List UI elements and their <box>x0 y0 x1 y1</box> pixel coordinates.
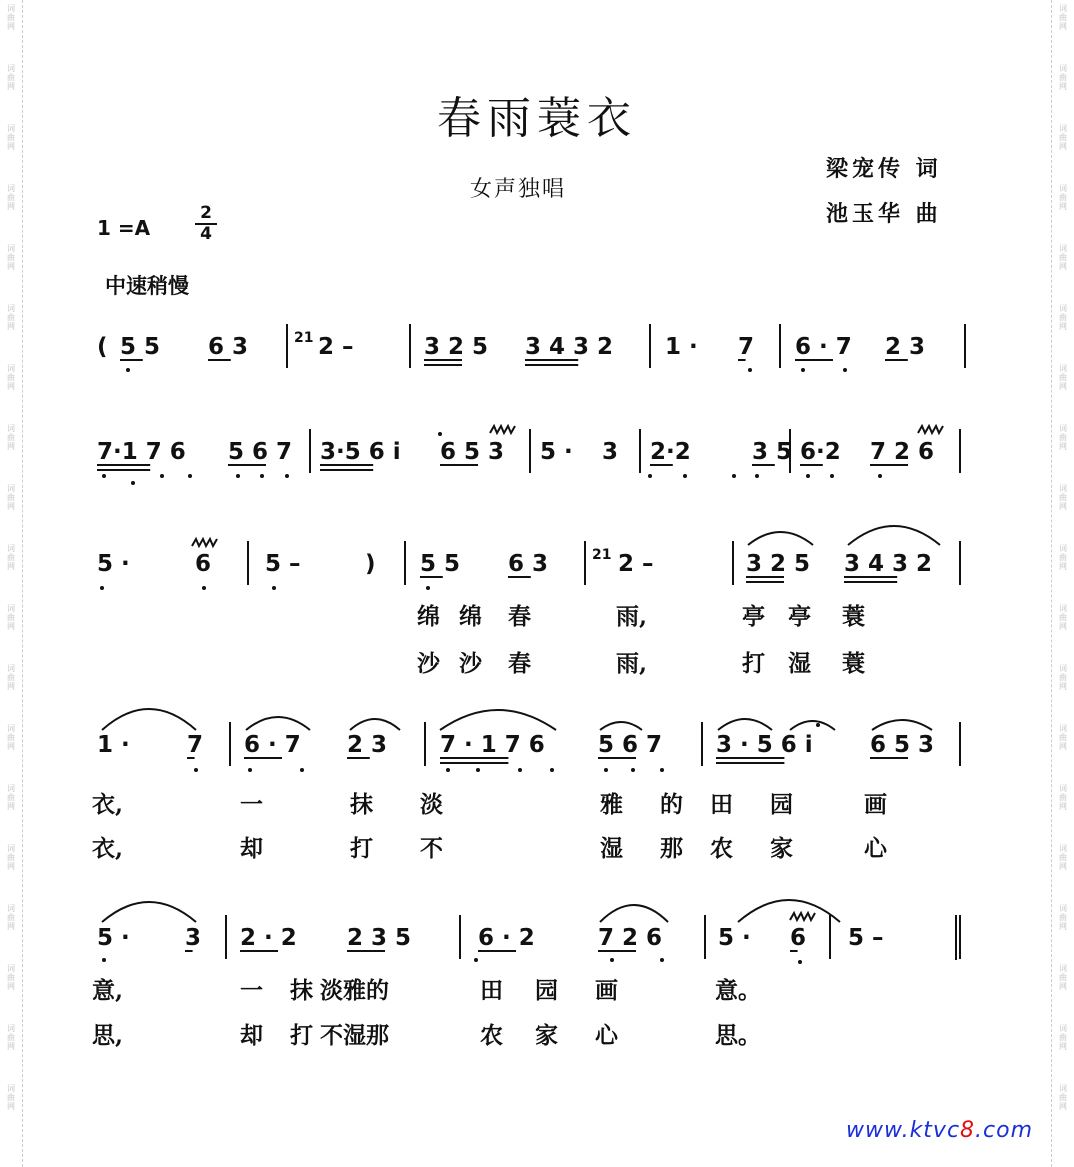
lyric-syllable: 意, <box>92 977 124 1004</box>
octave-dot <box>285 474 289 478</box>
note-group: 6 <box>790 925 807 951</box>
octave-dot <box>272 586 276 590</box>
octave-dot <box>131 481 135 485</box>
lyric-syllable: 农 <box>710 835 733 862</box>
octave-dot <box>300 768 304 772</box>
watermark-text: 词 曲 网 <box>7 364 15 391</box>
octave-dot <box>660 768 664 772</box>
octave-dot <box>126 368 130 372</box>
octave-dot <box>631 768 635 772</box>
lyric-syllable: 湿 <box>788 650 811 677</box>
watermark-text: 词 曲 网 <box>1059 664 1067 691</box>
lyric-syllable: 的 <box>660 791 683 818</box>
slur <box>748 532 813 545</box>
note-group: 7 2 6 <box>598 925 663 951</box>
watermark-text: 词 曲 网 <box>7 724 15 751</box>
meter-top: 2 <box>195 204 217 225</box>
watermark-text: 词 曲 网 <box>1059 844 1067 871</box>
octave-dot <box>683 474 687 478</box>
slur <box>790 721 835 730</box>
slur <box>350 719 400 730</box>
mordent-mark <box>490 426 515 433</box>
lyric-syllable: 淡 <box>420 791 443 818</box>
lyric-syllable: 蓑 <box>842 603 865 630</box>
note-group: 5 6 7 <box>228 439 293 465</box>
octave-dot <box>755 474 759 478</box>
watermark-accent: 8 <box>960 1118 976 1143</box>
octave-dot <box>830 474 834 478</box>
watermark-text: 词 曲 网 <box>7 184 15 211</box>
lyric-syllable: 思, <box>92 1022 124 1049</box>
lyric-syllable: 画 <box>864 791 887 818</box>
mordent-mark <box>192 539 217 546</box>
lyricist-credit: 梁宠传 词 <box>826 156 942 182</box>
lyric-syllable: 打 <box>290 1022 313 1049</box>
watermark-text: 词 曲 网 <box>7 4 15 31</box>
watermark-text: 词 曲 网 <box>1059 124 1067 151</box>
slur <box>102 902 196 922</box>
lyric-syllable: 绵 <box>417 603 440 630</box>
lyric-syllable: 抹 <box>290 977 313 1004</box>
note-group: 3·5 6 i <box>320 439 401 465</box>
watermark-text: 词 曲 网 <box>1059 544 1067 571</box>
lyric-syllable: 不湿那 <box>320 1022 389 1049</box>
lyric-syllable: 打 <box>742 650 765 677</box>
octave-dot <box>748 368 752 372</box>
note-group: ) <box>365 551 376 577</box>
slur <box>872 720 932 730</box>
lyric-syllable: 一 <box>240 977 263 1004</box>
note-group: 5 – <box>848 925 884 951</box>
lyric-syllable: 湿 <box>600 835 623 862</box>
note-group: 2 3 <box>347 732 388 758</box>
watermark-text: 词 曲 网 <box>7 244 15 271</box>
mordent-mark <box>918 426 943 433</box>
watermark-text: 词 曲 网 <box>1059 184 1067 211</box>
slur <box>246 717 310 730</box>
lyric-syllable: 家 <box>770 835 793 862</box>
watermark-text: 词 曲 网 <box>1059 64 1067 91</box>
watermark-text: 词 曲 网 <box>7 784 15 811</box>
note-group: 3 4 3 2 <box>525 334 614 360</box>
grace-notes: 21 <box>592 547 612 563</box>
octave-dot <box>446 768 450 772</box>
lyric-syllable: 田 <box>480 977 503 1004</box>
octave-dot <box>843 368 847 372</box>
lyric-syllable: 春 <box>508 650 531 677</box>
note-group: ( <box>97 334 108 360</box>
note-group: 2 · 2 <box>240 925 297 951</box>
note-group: 6 5 3 <box>440 439 505 465</box>
note-group: 5 · <box>97 551 130 577</box>
watermark-text: 词 曲 网 <box>7 964 15 991</box>
lyric-syllable: 那 <box>660 835 683 862</box>
octave-dot <box>801 368 805 372</box>
watermark-text: 词 曲 网 <box>1059 1024 1067 1051</box>
note-group: 3 · 5 6 i <box>716 732 813 758</box>
note-group: 7·1 7 6 <box>97 439 186 465</box>
note-group: 7 <box>187 732 204 758</box>
lyric-syllable: 一 <box>240 791 263 818</box>
octave-dot <box>660 958 664 962</box>
lyric-syllable: 绵 <box>459 603 482 630</box>
note-group: 5 · <box>718 925 751 951</box>
slur <box>102 709 196 730</box>
lyric-syllable: 蓑 <box>842 650 865 677</box>
note-group: 2 – <box>318 334 354 360</box>
octave-dot <box>550 768 554 772</box>
octave-dot <box>248 768 252 772</box>
watermark-suffix: .com <box>975 1118 1034 1143</box>
lyric-syllable: 雨, <box>616 603 648 630</box>
lyric-syllable: 却 <box>240 835 263 862</box>
octave-dot <box>194 768 198 772</box>
note-group: 6 · 2 <box>478 925 535 951</box>
watermark-text: 词 曲 网 <box>7 124 15 151</box>
octave-dot <box>160 474 164 478</box>
note-group: 2 3 <box>885 334 926 360</box>
lyric-syllable: 画 <box>595 977 618 1004</box>
lyric-syllable: 雅 <box>600 791 623 818</box>
slur <box>738 900 840 922</box>
lyric-syllable: 思。 <box>715 1022 761 1049</box>
note-group: 5 6 7 <box>598 732 663 758</box>
note-group: 2 – <box>618 551 654 577</box>
slur <box>600 722 642 730</box>
slur <box>848 526 940 545</box>
octave-dot <box>438 432 442 436</box>
site-watermark <box>846 1118 1033 1143</box>
octave-dot <box>188 474 192 478</box>
note-group: 3 <box>185 925 202 951</box>
note-group: 6 <box>195 551 212 577</box>
note-group: 2·2 <box>650 439 691 465</box>
lyric-syllable: 农 <box>480 1022 503 1049</box>
note-group: 6·2 <box>800 439 841 465</box>
watermark-text: 词 曲 网 <box>1059 244 1067 271</box>
composer-credit: 池玉华 曲 <box>826 201 942 227</box>
watermark-text: 词 曲 网 <box>7 844 15 871</box>
lyric-syllable: 心 <box>595 1022 618 1049</box>
lyric-syllable: 家 <box>535 1022 558 1049</box>
note-group: 3 2 5 <box>746 551 811 577</box>
watermark-prefix: www.ktvc <box>846 1118 961 1143</box>
octave-dot <box>732 474 736 478</box>
note-group: 3 4 3 2 <box>844 551 933 577</box>
lyric-syllable: 雨, <box>616 650 648 677</box>
watermark-text: 词 曲 网 <box>1059 604 1067 631</box>
tempo-marking: 中速稍慢 <box>105 274 189 298</box>
watermark-text: 词 曲 网 <box>7 424 15 451</box>
watermark-text: 词 曲 网 <box>7 664 15 691</box>
octave-dot <box>604 768 608 772</box>
note-group: 3 <box>602 439 619 465</box>
lyric-syllable: 沙 <box>459 650 482 677</box>
lyric-syllable: 春 <box>508 603 531 630</box>
lyric-syllable: 沙 <box>417 650 440 677</box>
slur <box>600 905 668 922</box>
lyric-syllable: 却 <box>240 1022 263 1049</box>
note-group: 5 5 <box>120 334 161 360</box>
watermark-text: 词 曲 网 <box>1059 304 1067 331</box>
lyric-syllable: 衣, <box>92 791 124 818</box>
watermark-text: 词 曲 网 <box>7 904 15 931</box>
octave-dot <box>476 768 480 772</box>
meter-bottom: 4 <box>200 224 212 244</box>
note-group: 7 · 1 7 6 <box>440 732 545 758</box>
note-group: 3 5 <box>752 439 793 465</box>
lyric-syllable: 田 <box>710 791 733 818</box>
octave-dot <box>610 958 614 962</box>
octave-dot <box>202 586 206 590</box>
lyric-syllable: 园 <box>770 791 793 818</box>
note-group: 5 · <box>97 925 130 951</box>
performance-type: 女声独唱 <box>470 177 567 202</box>
grace-notes: 21 <box>294 330 314 346</box>
note-group: 6 · 7 <box>795 334 852 360</box>
watermark-text: 词 曲 网 <box>1059 4 1067 31</box>
note-group: 6 3 <box>508 551 549 577</box>
note-group: 5 5 <box>420 551 461 577</box>
lyric-syllable: 意。 <box>715 977 761 1004</box>
watermark-text: 词 曲 网 <box>7 64 15 91</box>
watermark-text: 词 曲 网 <box>7 484 15 511</box>
lyric-syllable: 不 <box>420 835 443 862</box>
watermark-text: 词 曲 网 <box>1059 904 1067 931</box>
note-group: 7 2 6 <box>870 439 935 465</box>
note-group: 5 – <box>265 551 301 577</box>
watermark-text: 词 曲 网 <box>1059 424 1067 451</box>
octave-dot <box>100 586 104 590</box>
watermark-text: 词 曲 网 <box>7 1084 15 1111</box>
lyric-syllable: 打 <box>350 835 373 862</box>
watermark-text: 词 曲 网 <box>1059 724 1067 751</box>
slur <box>440 710 556 730</box>
octave-dot <box>816 723 820 727</box>
watermark-text: 词 曲 网 <box>7 544 15 571</box>
watermark-text: 词 曲 网 <box>1059 484 1067 511</box>
octave-dot <box>474 958 478 962</box>
lyric-syllable: 抹 <box>350 791 373 818</box>
note-group: 1 · <box>97 732 130 758</box>
note-group: 6 5 3 <box>870 732 935 758</box>
note-group: 3 2 5 <box>424 334 489 360</box>
watermark-text: 词 曲 网 <box>7 604 15 631</box>
watermark-text: 词 曲 网 <box>1059 364 1067 391</box>
octave-dot <box>518 768 522 772</box>
octave-dot <box>102 958 106 962</box>
slur <box>718 719 772 730</box>
key-signature: 1 =A <box>97 216 151 240</box>
lyric-syllable: 淡雅的 <box>320 977 389 1004</box>
lyric-syllable: 衣, <box>92 835 124 862</box>
octave-dot <box>806 474 810 478</box>
watermark-text: 词 曲 网 <box>1059 784 1067 811</box>
song-title: 春雨蓑衣 <box>437 93 637 144</box>
watermark-text: 词 曲 网 <box>7 304 15 331</box>
lyric-syllable: 亭 <box>742 603 765 630</box>
octave-dot <box>236 474 240 478</box>
octave-dot <box>648 474 652 478</box>
lyric-syllable: 园 <box>535 977 558 1004</box>
lyric-syllable: 亭 <box>788 603 811 630</box>
watermark-text: 词 曲 网 <box>1059 1084 1067 1111</box>
mordent-mark <box>790 913 815 920</box>
note-group: 7 <box>738 334 755 360</box>
note-group: 2 3 5 <box>347 925 412 951</box>
octave-dot <box>878 474 882 478</box>
note-group: 1 · <box>665 334 698 360</box>
note-group: 6 · 7 <box>244 732 301 758</box>
note-group: 5 · <box>540 439 573 465</box>
lyric-syllable: 心 <box>864 835 887 862</box>
octave-dot <box>102 474 106 478</box>
octave-dot <box>798 960 802 964</box>
octave-dot <box>426 586 430 590</box>
watermark-text: 词 曲 网 <box>1059 964 1067 991</box>
watermark-text: 词 曲 网 <box>7 1024 15 1051</box>
note-group: 6 3 <box>208 334 249 360</box>
octave-dot <box>260 474 264 478</box>
